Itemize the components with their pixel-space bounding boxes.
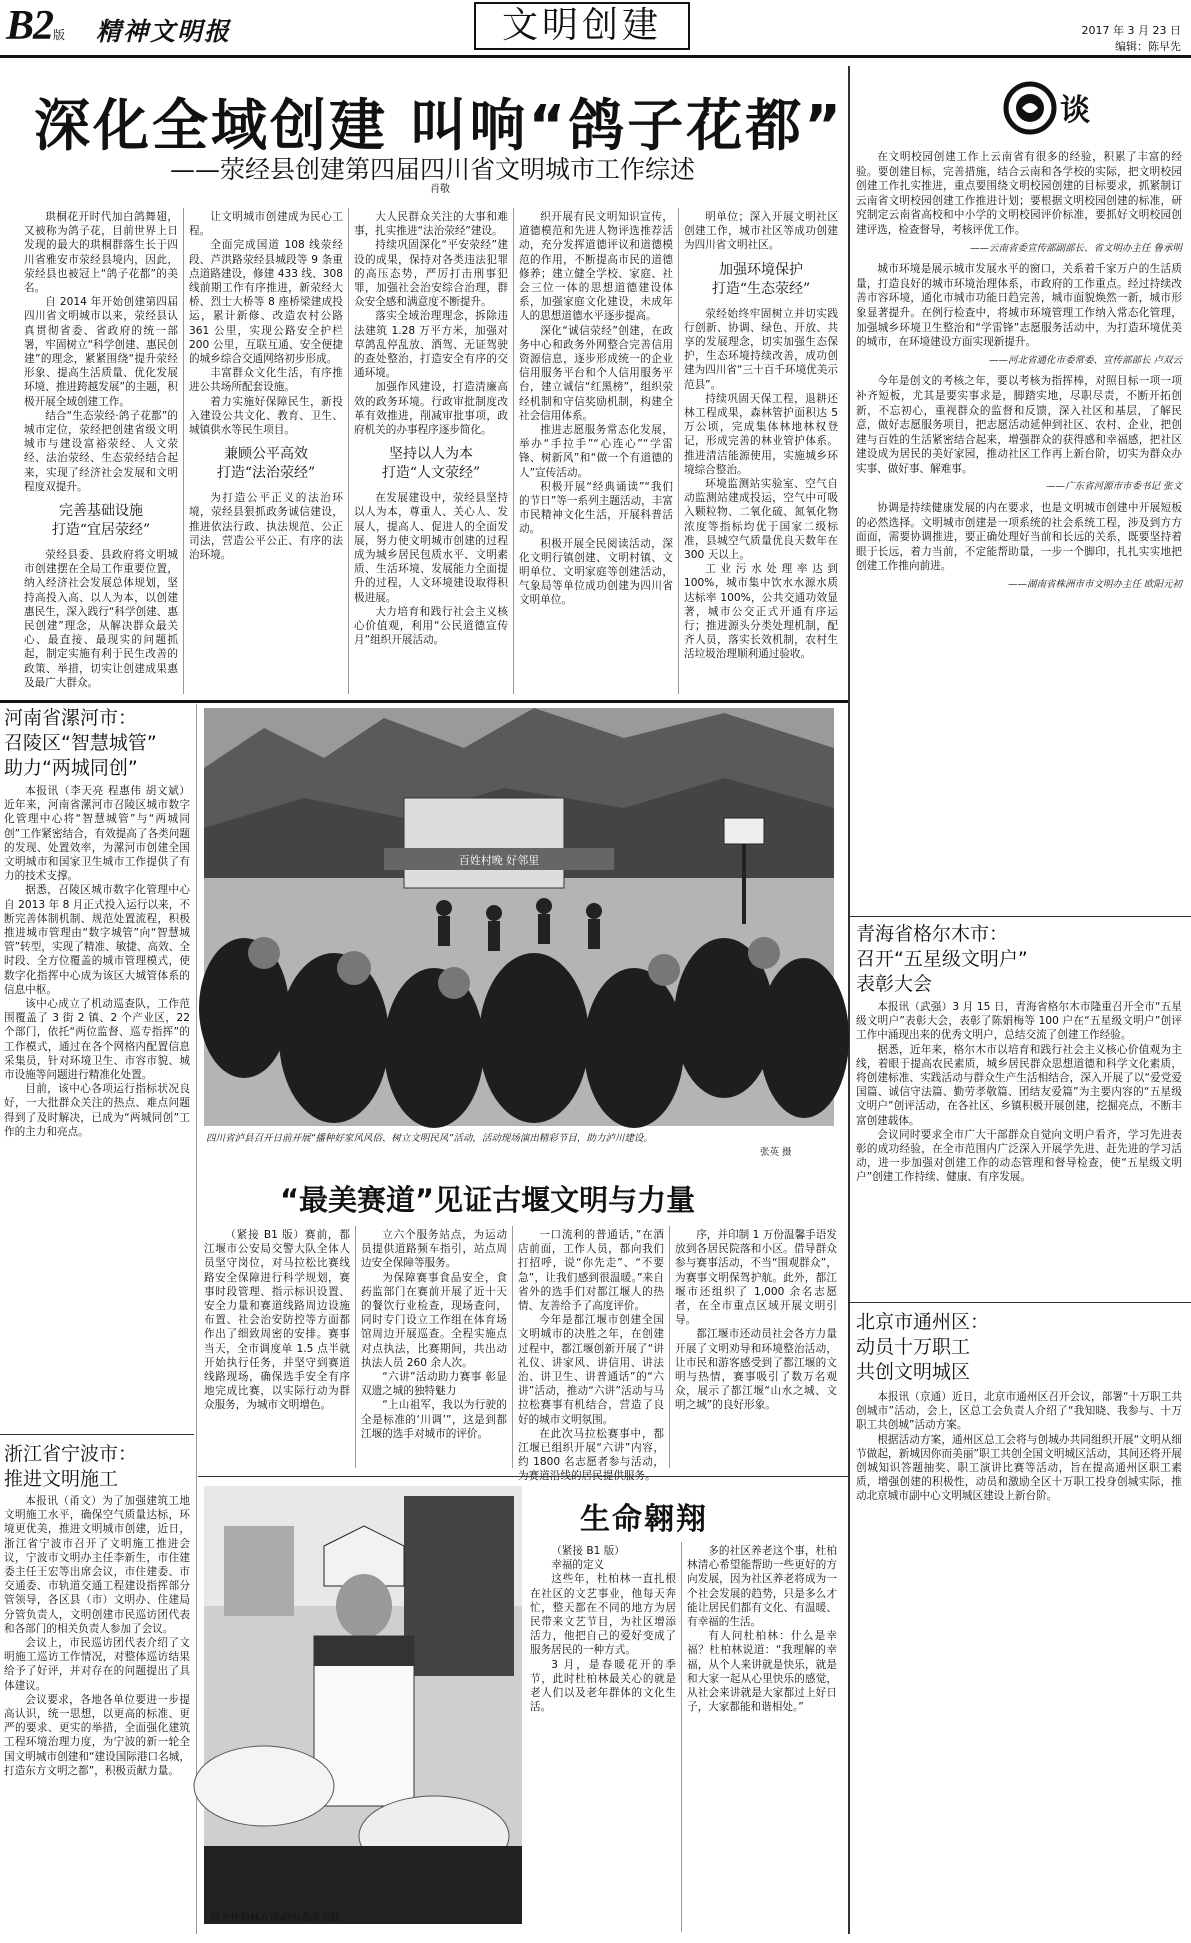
paragraph: 深化“诚信荥经”创建，在政务中心和政务外网整合完善信用资源信息，逐步形成统一的企业信用服务平台和个人信用服务平台，建立诚信“红黑榜”，组织荥经机制和守信奖励机制，构建全社会信用体系。: [519, 324, 673, 422]
talk-paragraph: 协调是持续健康发展的内在要求，也是文明城市创建中开展短板的必然选择。文明城市创建是一项系统的社会系统工程，涉及到方方面面，需要协调推进，要正确处理好当前和长远的关系，既要坚持着眼于长远，着力当前，不定能帮助量，一步一个脚印，扎扎实实地把创建工作推向前进。: [856, 502, 1182, 573]
talk-paragraph: 城市环境是展示城市发展水平的窗口，关系着千家万户的生活质量，打造良好的城市环境治理体系，市政府的工作重点。经过持续改善市容环境，通化市城市功能日趋完善，城市面貌焕然一新，城市形象显著提升。在例行检查中，将城市环境管理工作纳入常态化管理，加强城乡环境卫生整治和“学雷锋”志愿服务活动中，为打造环境优美的城市，在环境建设方面实现新提升。: [856, 263, 1182, 349]
paragraph: 为打造公平正义的法治环境，荥经县狠抓政务诚信建设，推进依法行政、执法规范、公正司法，营造公平公正、有序的法治环境。: [189, 492, 343, 562]
column-rule: [669, 1226, 670, 1468]
section-divider: [0, 700, 848, 703]
left-news-1-text: [4, 784, 190, 1139]
paragraph: “六讲”活动助力赛事 彰显双遗之城的独特魅力: [361, 1371, 507, 1398]
photo-banner-text: 百姓村晚 好邻里: [458, 854, 540, 867]
lead-column-2b-text: [189, 491, 343, 562]
photo-drummer-caption: 图为杜柏林在活动中表演击鼓: [210, 1913, 340, 1924]
paragraph: 在发展建设中，荥经县坚持以人为本，尊重人、关心人、发展人，提高人、促进人的全面发展，努力使文明城市创建的过程成为城乡居民包质水平、文明素质、生活环境、发展能力全面提升的过程，人文环境建设取得积极进展。: [354, 492, 508, 604]
talk-paragraph: 今年是创文的考核之年，要以考核为指挥棒，对照目标一项一项补齐短板，尤其是要实事求是，脚踏实地，尽职尽责，不断开拓创新，不忘初心，重视群众的监督和反馈，深入社区和基层，了解民意，做好志愿服务项目，把志愿活动延伸到社区、农村、企业，把创建与百姓的生活紧密结合起来，增强群众的获得感和幸福感，把社区建设成为居民的美好家园，推动社区工作再上新台阶，切实为群众办实事、做好事、解难事。: [856, 375, 1182, 475]
lead-subhead-rule-of-law: 兼顾公平高效 打造“法治荥经”: [216, 446, 316, 482]
paragraph: 本报讯（京通）近日，北京市通州区召开会议，部署“十万职工共创城市”活动，会上，区总工会负责人介绍了“我知晓、我参与、十万职工共创城”活动方案。: [856, 1391, 1182, 1432]
feature-1-column-3-text: [518, 1228, 664, 1484]
paragraph: 积极开展全民阅读活动，深化文明行镇创建、文明村镇、文明单位、文明家庭等创建活动，气象局等单位成功创建为四川省文明单位。: [519, 537, 673, 607]
paragraph: 该中心成立了机动巡查队，工作范围覆盖了 3 街 2 镇、2 个产业区，22 个部门，依托“两位监督、巡专指挥”的工作模式，通过在各个网格内配置信息采集员，针对环境卫生、市容市貌、城市设施等问题进行精准化处置。: [4, 998, 190, 1082]
paragraph: 让文明城市创建成为民心工程。: [189, 211, 343, 238]
lead-column-3-text: [354, 210, 508, 437]
paragraph: 落实全域治理理念，拆除违法建筑 1.28 万平方米，加强对草鸽乱停乱放、酒驾、无证驾驶的查处整治，打造安全有序的交通环境。: [354, 310, 508, 380]
lead-column-3: [354, 210, 508, 692]
paragraph: 着力实施好保障民生，新投入建设公共文化、教育、卫生、城镇供水等民生项目。: [189, 395, 343, 437]
right-news-2-text: [856, 1390, 1182, 1504]
right-news-1-title: 青海省格尔木市： 召开“五星级文明户” 表彰大会: [856, 923, 1028, 995]
paragraph: 大力培育和践行社会主义核心价值观，利用“公民道德宣传月”组织开展活动。: [354, 605, 508, 647]
paragraph: 立六个服务站点，为运动员提供道路频车指引，站点周边安全保障等服务。: [361, 1229, 507, 1270]
paragraph: 环境监测站实验室、空气自动监测站建成投运，空气中可吸入颗粒物、二氧化硫、氮氧化物浓度等指标均优于国家二级标准，县城空气质量优良天数年在 300 天以上。: [684, 478, 838, 562]
paragraph: 会议要求，各地各单位要进一步提高认识，统一思想，以更高的标准、更严的要求、更实的举措，全面强化建筑工程环境治理力度，为宁波的新一轮全国文明城市创建和“建设国际港口名城，打造东方文明之都”，积极贡献力量。: [4, 1693, 190, 1777]
feature-2-column-1: [530, 1544, 676, 1932]
paragraph: 本报讯（武强）3 月 15 日，青海省格尔木市隆重召开全市“五星级文明户”表彰大会，表彰了陈娟梅等 100 户在“五星级文明户”创评工作中涌现出来的优秀文明户，总结交流了创建工作经验。: [856, 1001, 1182, 1042]
talk-signature: ——湖南省株洲市市文明办主任 欧阳元初: [1007, 579, 1182, 591]
section-divider: [198, 1476, 848, 1477]
column-rule: [513, 208, 514, 694]
right-news-1-text: [856, 1000, 1182, 1185]
feature-2-column-2-text: [687, 1544, 837, 1714]
page-suffix: 版: [53, 28, 65, 42]
paragraph: 丰富群众文化生活，有序推进公共场所配套设施。: [189, 367, 343, 394]
paragraph: 这些年，杜柏林一直扎根在社区的文艺事业，他每天奔忙，整天都在不同的地方为居民带来文艺节目，为社区增添活力，他把自己的爱好变成了服务居民的一种方式。: [530, 1573, 676, 1657]
paragraph: 幸福的定义: [551, 1559, 605, 1572]
talk-column-rule: [848, 66, 850, 1934]
feature-2-title: 生命翱翔: [580, 1502, 708, 1537]
issue-date: 2017 年 3 月 23 日: [1081, 24, 1181, 37]
column-rule: [183, 208, 184, 694]
left-news-1-title: 河南省漯河市： 召陵区“智慧城管” 助力“两城同创”: [4, 707, 157, 779]
paragraph: 都江堰市还动员社会各方力量开展了文明劝导和环境整治活动，让市民和游客感受到了都江堰的文明与热情，赛事吸引了数万名观众，展示了都江堰“山水之城、文明之城”的良好形象。: [675, 1328, 837, 1412]
paragraph: 织开展有民文明知识宣传，道德模范和先进人物评选推荐活动，充分发挥道德评议和道德模范的作用，不断提高市民的道德修养；建立健全学校、家庭、社会三位一体的思想道德建设体系，加强家庭文化建设，未成年人的思想道德水平逐步提高。: [519, 211, 673, 323]
left-news-2-body: [4, 1494, 190, 1930]
lead-subheadline: ——荥经县创建第四届四川省文明城市工作综述: [170, 155, 696, 184]
column-rule: [512, 1226, 513, 1468]
paragraph: 本报讯（李天亮 程惠伟 胡文斌）近年来，河南省漯河市召陵区城市数字化管理中心将“智慧城管”与“两城同创”工作紧密结合，有效提高了各类问题的发现、处置效率，为漯河市创建全国文明城市和国家卫生城市工作提供了有力的技术支撑。: [4, 785, 190, 883]
left-news-2-title: 浙江省宁波市： 推进文明施工: [4, 1443, 138, 1490]
lead-column-4: [519, 210, 673, 692]
paragraph: 据悉，召陵区城市数字化管理中心自 2013 年 8 月正式投入运行以来，不断完善体制机制、规范处置流程，积极推进城市管理由“数字城管”向“智慧城管”转型，实现了精准、敏捷、高效、全时段、全方位覆盖的城市管理模式，使数字化指挥中心成为该区大城管体系的信息中枢。: [4, 884, 190, 996]
left-news-1-body: [4, 784, 190, 1424]
right-news-2-body: [856, 1390, 1182, 1930]
feature-1-title: “最美赛道”见证古堰文明与力量: [280, 1183, 696, 1217]
paragraph: 在此次马拉松赛事中，都江堰已组织开展“六讲”内容，约 1800 名志愿者参与活动，为赛道沿线的居民提供服务。: [518, 1427, 664, 1483]
feature-1-column-2-text: [361, 1228, 507, 1441]
right-news-2-title: 北京市通州区： 动员十万职工 共创文明城区: [856, 1311, 990, 1383]
lead-column-5b-text: [684, 307, 838, 662]
feature-1-column-3: [518, 1228, 664, 1483]
photo-community-show-credit: 张英 摄: [760, 1147, 792, 1158]
talk-signature: ——广东省河源市市委书记 张文: [1045, 481, 1182, 493]
paragraph: 会议上，市民巡访团代表介绍了文明施工巡访工作情况，对整体巡访结果给予了好评，并对存在的问题提出了具体建议。: [4, 1637, 190, 1692]
feature-1-column-1-text: [204, 1228, 350, 1413]
lead-subhead-humanities: 坚持以人为本 打造“人文荥经”: [381, 446, 481, 482]
lead-column-4-text: [519, 210, 673, 608]
newspaper-name: 精神文明报: [96, 17, 232, 46]
paragraph: 荥经县委、县政府将文明城市创建摆在全局工作重要位置，纳入经济社会发展总体规划，坚持高投入高、以人为本，以创建惠民生，深入践行“科学创建、惠民创建”理念，从解决群众最关心、最直接、最现实的问题抓起，制定实施有利于民生改善的政策、举措，切实让创建成果惠及最广大群众。: [24, 549, 178, 689]
talk-signature: ——河北省通化市委常委、宣传部部长 卢双云: [988, 354, 1182, 366]
lead-subhead-ecology: 加强环境保护 打造“生态荥经”: [711, 261, 811, 297]
lead-subhead-infrastructure: 完善基础设施 打造“宜居荥经”: [51, 503, 151, 539]
photo-drummer-image: [204, 1486, 522, 1924]
paragraph: 全面完成国道 108 线荥经段、芦洪路荥经县城段等 9 条重点道路建设，修建 433 线、308 线前期工作有序推进，新荥经大桥、烈士大桥等 8 座桥梁建成投运，累计新修、改造农村公路 361 公里，实现公路安全护栏 200 公里，互联互通、安全便捷的城乡综合交通网络初步形成。: [189, 239, 343, 366]
editor-credit: 编辑：陈早先: [1115, 40, 1181, 53]
paragraph: （紧接 B1 版）赛前，都江堰市公安局交警大队全体人员坚守岗位，对马拉松比赛线路安全保障进行科学规划，赛事时段管理、指示标识设置、安全力量和赛道线路周边设施布置、社会治安防控等方面都作出了细致周密的安排。赛事当天，全市调度单 1.5 点半就开始执行任务，并坚守到赛道线路现场，确保选手安全有序地完成比赛，以实际行动为群众服务，为城市文明增色。: [204, 1229, 350, 1412]
lead-byline: 肖敬: [430, 184, 450, 195]
page-number-label: B2: [6, 3, 54, 49]
paragraph: 持续巩固深化“平安荥经”建设的成果，保持对各类违法犯罪的高压态势，严厉打击刑事犯罪，加强社会治安综合治理，群众安全感和满意度不断提升。: [354, 239, 508, 309]
left-news-2-text: [4, 1494, 190, 1778]
paragraph: 持续巩固天保工程，退耕还林工程成果，森林管护面积达 5 万公顷，完成集体林地林权登记，形成完善的林业管护体系。推进清洁能源使用，实施城乡环境综合整治。: [684, 392, 838, 476]
paragraph: 加强作风建设，打造清廉高效的政务环境。行政审批制度改革有效推进，削减审批事项，政府机关的办事程序逐步简化。: [354, 381, 508, 437]
talk-logo-icon: [1000, 78, 1110, 138]
talk-entries: [856, 150, 1182, 593]
photo-drummer: [204, 1486, 522, 1924]
section-divider: [0, 1434, 194, 1435]
lead-column-3b-text: [354, 491, 508, 647]
paragraph: 据悉，近年来，格尔木市以培育和践行社会主义核心价值观为主线，着眼于提高农民素质，城乡居民群众思想道德和科学文化素质，将创建标准、实践活动与群众生产生活相结合，深入开展了以“爱党爱国篇、诚信守法篇、勤劳孝敬篇、团结友爱篇”为主要内容的“五星级文明户”创评活动，在各社区、乡镇积极开展创建，挖掘亮点，不断丰富创建载体。: [856, 1043, 1182, 1127]
lead-column-1: [24, 210, 178, 692]
paragraph: 珙桐花开时代加白鸽舞翅，又被称为鸽子花，目前世界上日发现的最大的珙桐群落生长于四川省雅安市荥经县境内，因此，荥经县也被冠上“鸽子花都”的美名。: [24, 211, 178, 295]
photo-community-show-image: [204, 708, 834, 1126]
lead-column-1-text: [24, 210, 178, 494]
column-rule: [355, 1226, 356, 1468]
photo-community-show-caption: 四川省泸县召开日前开展“播种好家风风俗、树立文明民风”活动，活动现场演出精彩节目，助力泸川建设。: [206, 1133, 653, 1144]
paragraph: 为保障赛事食品安全，食药监部门在赛前开展了近十天的餐饮行业检查，现场查问，同时专门设立工作组在体育场馆周边开展巡查。全程实施点对点执法，比赛期间，共出动执法人员 260 余人次。: [361, 1271, 507, 1369]
photo-community-show: [204, 708, 834, 1126]
paragraph: 今年是都江堰市创建全国文明城市的决胜之年，在创建过程中，都江堰创新开展了“讲礼仪、讲家风、讲信用、讲法治、讲卫生、讲普通话”的“六讲”活动，推动“六讲”活动与马拉松赛事有机结合，营造了良好的城市文明氛围。: [518, 1314, 664, 1426]
lead-column-1b-text: [24, 548, 178, 690]
paragraph: 3 月，是春暖花开的季节，此时杜柏林最关心的就是老人们以及老年群体的文化生活。: [530, 1658, 676, 1714]
paragraph: 本报讯（甬文）为了加强建筑工地文明施工水平，确保空气质量达标，环境更优美，推进文明城市创建，近日，浙江省宁波市召开了文明施工推进会议，宁波市文明办主任李新生，市住建委主任王宏等出席会议，市住建委、市交通委、市轨道交通工程建设指挥部分管领导，各区县（市）文明办、住建局分管负责人，文明创建市民巡访团代表和各部门的相关负责人参加了会议。: [4, 1495, 190, 1635]
column-rule: [681, 1542, 682, 1932]
feature-1-column-1: [204, 1228, 350, 1466]
column-rule: [196, 704, 197, 1934]
column-rule: [678, 208, 679, 694]
paragraph: 大人民群众关注的大事和难事，扎实推进“法治荥经”建设。: [354, 211, 508, 238]
paragraph: “上山祖军，我以为行驶的全是标准的‘川调’”，这是到都江堰的选手对城市的评价。: [361, 1399, 507, 1440]
feature-2-column-2: [687, 1544, 837, 1932]
masthead: [0, 0, 1191, 58]
paragraph: 积极开展“经典诵读”“我们的节日”等一系列主题活动，丰富市民精神文化生活，开展科普活动。: [519, 480, 673, 536]
page-number: [6, 2, 64, 50]
paragraph: 一口流利的普通话，”在酒店前面，工作人员，都向我们打招呼，说“你先走”、“不要急”，让我们感到很温暖。”来自省外的选手们对都江堰人的热情、友善给予了高度评价。: [518, 1229, 664, 1313]
lead-column-5: [684, 210, 838, 692]
section-divider: [850, 1302, 1191, 1303]
talk-paragraph: 在文明校园创建工作上云南省有很多的经验，积累了丰富的经验。要创建目标，完善措施，结合云南和各学校的实际，把文明校园创建工作扎实推进，重点要围绕文明校园创建的目标要求，抓紧制订云南省文明校园创建工作推进计划；要根据文明校园创建的标准，研究制定云南省高校和中小学的文明校园评价标准，要抓好文明校园创建评选，检查督导，考核评优工作。: [856, 151, 1182, 236]
paragraph: 自 2014 年开始创建第四届四川省文明城市以来，荥经县认真贯彻省委、省政府的统一部署，牢固树立“科学创建、惠民创建”的理念，紧紧围绕“提升荥经形象、提高生活质量、优化发展环境、推进跨越发展”的主题，积极开展全域创建工作。: [24, 296, 178, 408]
section-divider: [850, 916, 1191, 917]
lead-column-5-text: [684, 210, 838, 253]
paragraph: 荥经始终牢固树立并切实践行创新、协调、绿色、开放、共享的发展理念，切实加强生态保护，生态环境持续改善，成功创建为四川省“三十百千环境优美示范县”。: [684, 307, 838, 391]
feature-1-column-4-text: [675, 1228, 837, 1413]
feature-1-column-4: [675, 1228, 837, 1466]
lead-column-2-text: [189, 210, 343, 437]
feature-1-column-2: [361, 1228, 507, 1466]
talk-signature: ——云南省委宣传部副部长、省文明办主任 鲁承明: [969, 242, 1182, 254]
feature-2-column-1-text: [530, 1544, 676, 1714]
svg-text:谈: 谈: [1060, 93, 1090, 128]
paragraph: 根据活动方案，通州区总工会将与创城办共同组织开展“文明从细节做起，新城因你而美丽”职工共创全国文明城区活动，其间还将开展创城知识答题抽奖、职工演讲比赛等活动，旨在提高通州区职工素质，增强创建的积极性，动员和激励全区十万职工投身创城实际，推动北京城市副中心文明城区建设上新台阶。: [856, 1433, 1182, 1503]
paragraph: 结合“生态荥经·鸽子花都”的城市定位，荥经把创建省级文明城市与建设富裕荥经、人文荥经、法治荥经、生态荥经结合起来，实现了经济社会发展和文明程度双提升。: [24, 409, 178, 493]
paragraph: 有人问杜柏林：什么是幸福？杜柏林说道：“我理解的幸福，从个人来讲就是快乐，就是和大家一起从心里快乐的感觉，从社会来讲就是大家都过上好日子，大家都能和谐相处。”: [687, 1630, 837, 1714]
paragraph: 明单位；深入开展文明社区创建工作，城市社区等成功创建为四川省文明社区。: [684, 211, 838, 252]
paragraph: 多的社区养老这个事，杜柏林清心希望能帮助一些更好的方向发展，因为社区养老将成为一个社会发展的趋势，只是多么才能让居民们都有文化、有温暖、有幸福的生活。: [687, 1545, 837, 1629]
paragraph: 会议同时要求全市广大干部群众自觉向文明户看齐，学习先进表彰的成功经验，在全市范围内广泛深入开展学先进、赶先进的学习活动，进一步加强对创建工作的动态管理和督导检查，使“五星级文明户”创建工作持续、健康、有序发展。: [856, 1128, 1182, 1184]
column-rule: [348, 208, 349, 694]
right-news-1-body: [856, 1000, 1182, 1292]
paragraph: 工业污水处理率达到 100%，城市集中饮水水源水质达标率 100%，公共交通功效显著，城市公交正式开通有序运行；推进源头分类处理机制，配齐人员，落实长效机制，农村生活垃圾治理顺利通过验收。: [684, 563, 838, 661]
lead-headline: 深化全域创建 叫响“鸽子花都”: [34, 94, 845, 159]
paragraph: 目前，该中心各项运行指标状况良好，一大批群众关注的热点、难点问题得到了及时解决，已成为“两城同创”工作的主力和亮点。: [4, 1083, 190, 1138]
section-title: 文明创建: [474, 2, 690, 50]
talk-column: [856, 150, 1182, 885]
lead-column-2: [189, 210, 343, 692]
paragraph: 序，并印制 1 万份温馨手语发放到各居民院落和小区。借导群众参与赛事活动，不当“围观群众”，为赛事文明保驾护航。此外，都江堰市还组织了 1,000 余名志愿者，在全市重点区域开展文明引导。: [675, 1229, 837, 1327]
paragraph: （紧接 B1 版）: [551, 1545, 625, 1557]
paragraph: 推进志愿服务常态化发展，举办“手拉手”“心连心”“学雷锋、树新风”和“做一个有道德的人”宣传活动。: [519, 424, 673, 479]
